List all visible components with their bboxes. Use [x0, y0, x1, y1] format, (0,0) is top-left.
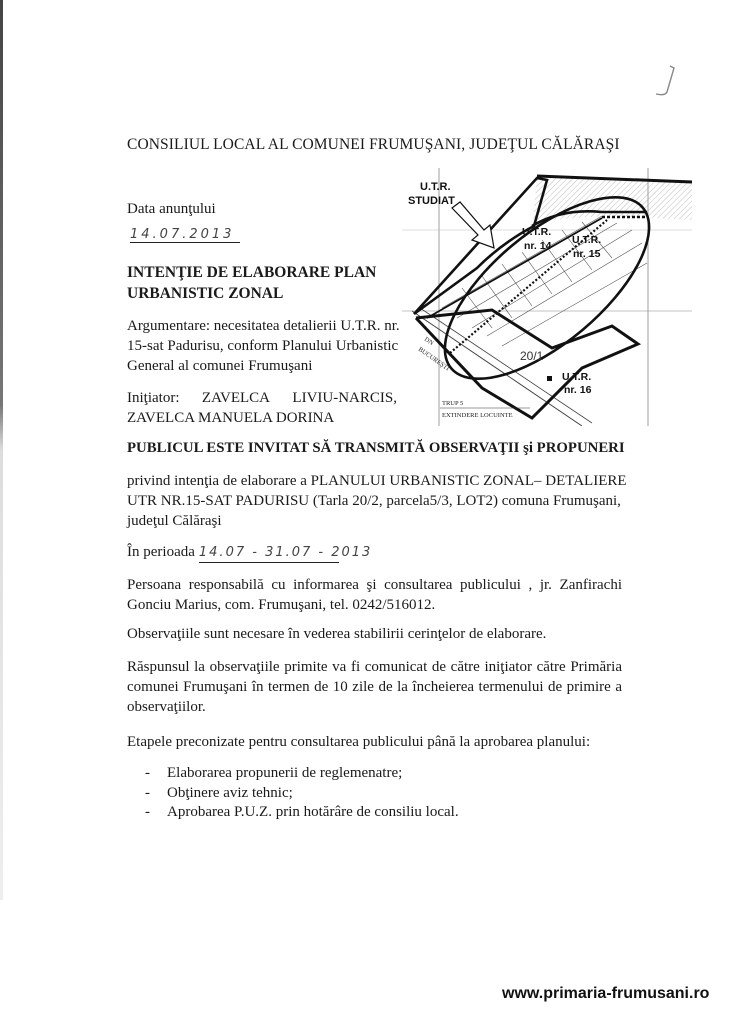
label-utr16-1: U.T.R. — [562, 371, 592, 383]
label-trup-2: EXTINDERE LOCUINTE — [442, 412, 513, 419]
perioada-line — [127, 543, 373, 563]
label-utr15-2: nr. 15 — [573, 248, 601, 260]
document-header: CONSILIUL LOCAL AL COMUNEI FRUMUŞANI, JUDEŢUL CĂLĂRAŞI — [127, 136, 620, 153]
label-utr-studiat-1: U.T.R. — [420, 181, 451, 193]
responsible-person-paragraph: Persoana responsabilă cu informarea şi consultarea publicului , jr. Zanfirachi Gonciu Marius, com. Frumuşani, tel. 0242/516012. — [127, 577, 622, 613]
initiator-name-1: ZAVELCA — [201, 390, 270, 406]
label-utr-studiat-2: STUDIAT — [408, 195, 455, 207]
list-bullet: - — [145, 784, 150, 801]
date-value-handwritten: 14.07.2013 — [130, 227, 240, 243]
footer-url: www.primaria-frumusani.ro — [502, 985, 710, 1002]
label-utr15-1: U.T.R. — [572, 234, 602, 246]
stages-list — [145, 764, 605, 823]
perioada-value-handwritten: 14.07 - 31.07 - 2013 — [199, 543, 339, 563]
utr-map — [402, 168, 692, 426]
privind-line-1: privind intenţia de elaborare a PLANULUI URBANISTIC ZONAL– DETALIERE — [127, 473, 627, 489]
list-item — [145, 784, 605, 804]
label-parcel: 20/1 — [520, 349, 544, 363]
scan-edge — [0, 0, 3, 900]
initiator-label: Iniţiator: — [127, 390, 180, 406]
argumentare-text: Argumentare: necesitatea detalierii U.T.R. nr. 15-sat Padurisu, conform Planului Urbanistic General al comunei Frumuşani — [127, 318, 400, 374]
list-bullet: - — [145, 765, 150, 781]
initiator-name-2: LIVIU-NARCIS, — [292, 390, 397, 406]
list-bullet: - — [145, 804, 150, 820]
date-label: Data anunţului — [127, 201, 216, 217]
list-item-text: Elaborarea propunerii de reglemenatre; — [167, 765, 403, 781]
list-item — [145, 803, 605, 823]
invitation-heading: PUBLICUL ESTE INVITAT SĂ TRANSMITĂ OBSERVAŢII şi PROPUNERI — [127, 440, 625, 456]
document-title: INTENŢIE DE ELABORARE PLAN URBANISTIC ZONAL — [127, 264, 377, 302]
privind-line-3: judeţul Călăraşi — [127, 513, 222, 529]
list-item-text: Aprobarea P.U.Z. prin hotărâre de consiliu local. — [167, 804, 459, 820]
observations-sentence: Observaţiile sunt necesare în vederea stabilirii cerinţelor de elaborare. — [127, 626, 547, 642]
label-road-1: DN — [422, 335, 435, 348]
initiator-block — [127, 388, 397, 428]
label-utr14-2: nr. 14 — [524, 240, 552, 252]
list-item — [145, 764, 605, 784]
list-item-text: Obţinere aviz tehnic; — [167, 784, 293, 801]
perioada-label: În perioada — [127, 544, 195, 560]
handwritten-page-number — [650, 62, 680, 102]
label-trup-1: TRUP 5 — [442, 400, 464, 407]
initiator-line-2: ZAVELCA MANUELA DORINA — [127, 410, 335, 426]
label-utr16-2: nr. 16 — [564, 384, 592, 396]
privind-paragraph — [127, 471, 627, 531]
response-paragraph: Răspunsul la observaţiile primite va fi comunicat de către iniţiator către Primăria comunei Frumuşani în termen de 10 zile de la încheierea termenului de primire a observaţiilor. — [127, 659, 622, 715]
stages-intro: Etapele preconizate pentru consultarea publicului până la aprobarea planului: — [127, 734, 591, 750]
label-road-2: BUCUREŞTI — [416, 345, 451, 373]
label-utr14-1: U.T.R. — [522, 226, 552, 238]
privind-line-2: UTR NR.15-SAT PADURISU (Tarla 20/2, parcela5/3, LOT2) comuna Frumuşani, — [127, 493, 621, 509]
